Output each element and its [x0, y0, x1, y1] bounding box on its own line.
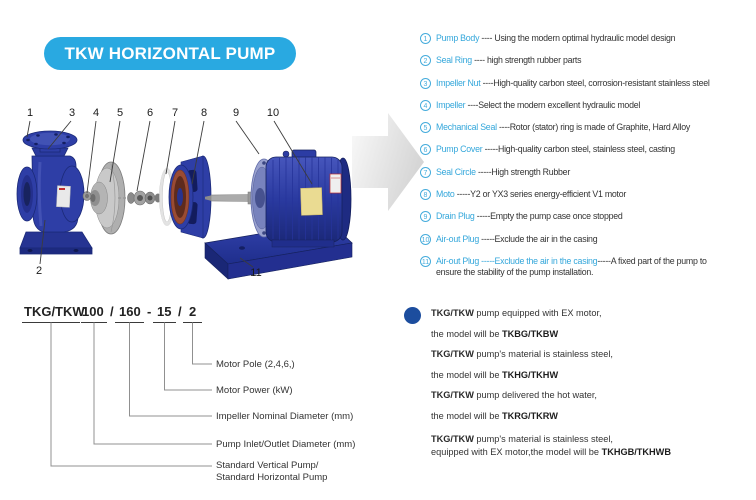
note-line: equipped with EX motor,the model will be TKHGB/TKHWB	[431, 447, 671, 457]
model-segment-impeller: 160	[119, 304, 141, 319]
callout-4: 4	[92, 107, 100, 119]
parts-list-item	[420, 55, 754, 67]
callout-6: 6	[146, 107, 154, 119]
part-name: Pump Body	[436, 33, 480, 43]
parts-list	[420, 33, 754, 290]
model-separator: /	[110, 304, 114, 319]
motor	[205, 150, 351, 247]
model-code-segments	[24, 304, 196, 319]
part-name: Mechanical Seal	[436, 122, 497, 133]
callout-pump-type-line2: Standard Horizontal Pump	[216, 472, 328, 483]
model-segment-inlet: 100	[82, 304, 104, 319]
parts-list-item	[420, 122, 754, 134]
callout-9: 9	[232, 107, 240, 119]
note-line: TKG/TKW pump's material is stainless steel,	[431, 349, 613, 359]
bullet-icon	[404, 307, 421, 324]
part-description: -----Exclude the air in the casing	[478, 233, 598, 244]
model-code-diagram	[18, 296, 390, 496]
part-name: Air-out Plug	[436, 233, 479, 244]
part-name: Impeller Nut	[436, 77, 481, 88]
callout-impeller-diameter: Impeller Nominal Diameter (mm)	[216, 411, 354, 422]
parts-list-item	[420, 33, 754, 45]
motor-nameplate	[301, 188, 323, 216]
model-notes	[404, 303, 756, 459]
callout-1: 1	[26, 107, 34, 119]
part-description: ----High-quality carbon steel, corrosion-resistant stainless steel	[480, 77, 710, 88]
part-number-badge: 4	[420, 100, 431, 111]
pump-body	[17, 131, 92, 254]
note-group	[431, 385, 756, 426]
parts-list-item	[420, 211, 754, 223]
note-group	[431, 344, 756, 385]
model-separator: -	[147, 304, 152, 319]
callout-11: 11	[250, 267, 262, 279]
callout-3: 3	[68, 107, 76, 119]
part-number-badge: 8	[420, 189, 431, 200]
note-line: the model will be TKRG/TKRW	[431, 410, 558, 421]
part-description: ----Select the modern excellent hydraulic model	[465, 99, 641, 110]
callout-5: 5	[116, 107, 124, 119]
part-description: -----A fixed part of the pump to	[597, 255, 707, 266]
model-code-text: TKRG/TKRW	[501, 410, 558, 421]
part-number-badge: 9	[420, 211, 431, 222]
part-name: Pump Cover	[436, 144, 483, 155]
title-banner	[44, 37, 296, 70]
pump-cover	[169, 156, 211, 238]
callout-pump-type-line1: Standard Vertical Pump/	[216, 460, 319, 471]
part-number-badge: 1	[420, 33, 431, 44]
page-title: TKW HORIZONTAL PUMP	[64, 43, 276, 63]
callout-connector-lines	[51, 323, 212, 467]
parts-list-item	[420, 234, 754, 246]
part-number-badge: 3	[420, 78, 431, 89]
parts-list-item	[420, 78, 754, 90]
model-code-text: TKBG/TKBW	[501, 328, 559, 339]
part-number-badge: 7	[420, 167, 431, 178]
parts-list-item	[420, 167, 754, 179]
callout-inlet-diameter: Pump Inlet/Outlet Diameter (mm)	[216, 439, 356, 450]
note-line: the model will be TKBG/TKBW	[431, 328, 559, 339]
callout-motor-power: Motor Power (kW)	[216, 385, 293, 396]
part-name: Moto	[436, 189, 455, 200]
part-description: -----High-quality carbon steel, stainless steel, casting	[482, 144, 675, 155]
parts-list-item	[420, 256, 754, 279]
part-description: ----Rotor (stator) ring is made of Graphite, Hard Alloy	[496, 122, 691, 133]
model-separator: /	[178, 304, 182, 319]
note-line: TKG/TKW pump equipped with EX motor,	[431, 308, 602, 318]
right-arrow-icon	[352, 104, 426, 220]
note-line: TKG/TKW pump's material is stainless steel,	[431, 434, 613, 444]
part-description-line2: ensure the stability of the pump installation.	[436, 267, 594, 278]
callout-2: 2	[35, 265, 43, 277]
part-number-badge: 11	[420, 256, 431, 267]
callout-7: 7	[171, 107, 179, 119]
part-description: -----Y2 or YX3 series energy-efficient V1 motor	[454, 189, 627, 200]
callout-8: 8	[200, 107, 208, 119]
model-segment-series: TKG/TKW	[24, 304, 85, 319]
model-segment-power: 15	[157, 304, 172, 319]
note-line: the model will be TKHG/TKHW	[431, 369, 559, 380]
part-number-badge: 10	[420, 234, 431, 245]
part-name: Seal Ring	[436, 55, 472, 66]
part-description: -----Empty the pump case once stopped	[474, 211, 623, 222]
callout-10: 10	[266, 107, 280, 119]
part-name: Seal Circle	[436, 166, 476, 177]
parts-list-item	[420, 100, 754, 112]
model-segment-pole: 2	[189, 304, 197, 319]
note-group	[431, 303, 756, 344]
part-description: ---- Using the modern optimal hydraulic model design	[479, 33, 676, 43]
part-number-badge: 5	[420, 122, 431, 133]
parts-list-item	[420, 189, 754, 201]
note-line: TKG/TKW pump delivered the hot water,	[431, 390, 597, 400]
model-code-callouts	[216, 359, 355, 483]
part-name: Impeller	[436, 99, 466, 110]
model-code-text: TKHGB/TKHWB	[601, 447, 671, 457]
part-number-badge: 6	[420, 144, 431, 155]
part-name: Drain Plug	[436, 211, 475, 222]
part-number-badge: 2	[420, 55, 431, 66]
note-group	[431, 433, 756, 459]
callout-motor-pole: Motor Pole (2,4,6,)	[216, 359, 295, 370]
part-description: ---- high strength rubber parts	[471, 55, 582, 66]
model-code-text: TKHG/TKHW	[501, 369, 559, 380]
parts-list-item	[420, 144, 754, 156]
part-description: -----High strength Rubber	[475, 166, 571, 177]
part-name: Air-out Plug -----Exclude the air in the casing	[436, 255, 598, 266]
